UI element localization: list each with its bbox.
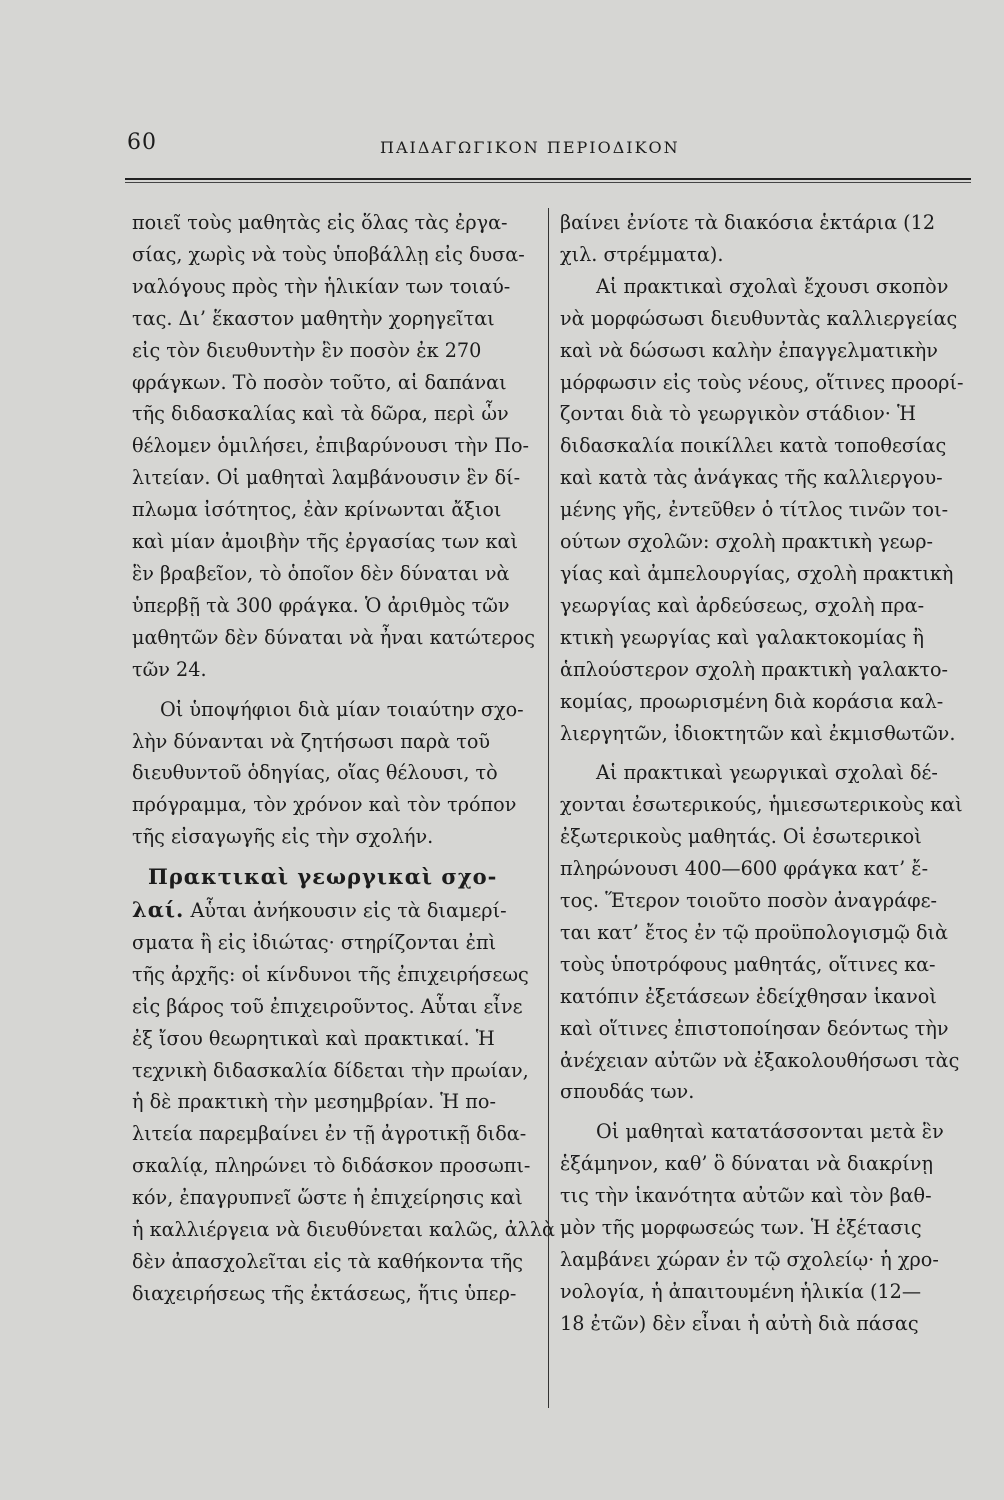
text-line: διδασκαλία ποικίλλει κατὰ τοποθεσίας (560, 434, 947, 458)
paragraph (560, 271, 964, 750)
text-line: λιτεία παρεμβαίνει ἐν τῇ ἀγροτικῇ διδα- (132, 1122, 527, 1146)
text-span: Αὗται ἀνήκουσιν εἰς τὰ διαμερί- (184, 899, 507, 923)
text-line: φράγκων. Τὸ ποσὸν τοῦτο, αἱ δαπάναι (132, 370, 507, 394)
text-line: ἡ δὲ πρακτικὴ τὴν μεσημβρίαν. Ἡ πο- (132, 1090, 496, 1114)
text-line: καὶ κατὰ τὰς ἀνάγκας τῆς καλλιεργου- (560, 466, 943, 490)
section-heading: Πρακτικαὶ γεωργικαὶ σχο- (148, 864, 498, 890)
text-line: βαίνει ἐνίοτε τὰ διακόσια ἑκτάρια (12 (560, 211, 936, 234)
text-line: σματα ἢ εἰς ἰδιώτας· στηρίζονται ἐπὶ (132, 930, 497, 954)
text-line: γίας καὶ ἀμπελουργίας, σχολὴ πρακτικὴ (560, 561, 954, 585)
text-line: χιλ. στρέμματα). (560, 242, 724, 266)
text-line: διευθυντοῦ ὁδηγίας, οἵας θέλουσι, τὸ (132, 761, 498, 785)
text-line: Αἱ πρακτικαὶ σχολαὶ ἔχουσι σκοπὸν (596, 274, 949, 298)
text-line: διαχειρήσεως τῆς ἐκτάσεως, ἥτις ὑπερ- (132, 1281, 517, 1305)
text-line: Αἱ πρακτικαὶ γεωργικαὶ σχολαὶ δέ- (596, 761, 938, 785)
text-line: τῆς ἀρχῆς: οἱ κίνδυνοι τῆς ἐπιχειρήσεως (132, 962, 529, 986)
paragraph (560, 207, 958, 271)
text-line: χονται ἐσωτερικούς, ἡμιεσωτερικοὺς καὶ (560, 793, 963, 817)
text-line: τῶν 24. (132, 657, 207, 681)
text-line: μόρφωσιν εἰς τοὺς νέους, οἵτινες προορί- (560, 370, 964, 394)
text-line: λιτείαν. Οἱ μαθηταὶ λαμβάνουσιν ἓν δί- (132, 466, 521, 490)
page-number: 60 (127, 130, 157, 155)
text-line: τος. Ἕτερον τοιοῦτο ποσὸν ἀναγράφε- (560, 889, 938, 913)
text-line: μένης γῆς, ἐντεῦθεν ὁ τίτλος τινῶν τοι- (560, 498, 949, 522)
text-line: Οἱ μαθηταὶ κατατάσσονται μετὰ ἓν (596, 1120, 944, 1144)
text-line: ἐξ ἴσου θεωρητικαὶ καὶ πρακτικαί. Ἡ (132, 1026, 495, 1050)
text-line: λὴν δύνανται νὰ ζητήσωσι παρὰ τοῦ (132, 729, 491, 753)
running-title: ΠΑΙΔΑΓΩΓΙΚΟΝ ΠΕΡΙΟΔΙΚΟΝ (380, 138, 680, 157)
text-line: μαθητῶν δὲν δύναται νὰ ἦναι κατώτερος (132, 625, 535, 649)
section-heading-end: λαί. (132, 897, 185, 923)
text-line: λαμβάνει χώραν ἐν τῷ σχολείῳ· ἡ χρο- (560, 1248, 939, 1271)
text-line: ἐξωτερικοὺς μαθητάς. Οἱ ἐσωτερικοὶ (560, 825, 922, 849)
right-column (560, 207, 964, 1340)
text-line: τοὺς ὑποτρόφους μαθητάς, οἵτινες κα- (560, 952, 936, 976)
heading-line (132, 861, 536, 894)
text-line: δὲν ἀπασχολεῖται εἰς τὰ καθήκοντα τῆς (132, 1250, 523, 1273)
text-line: τεχνικὴ διδασκαλία δίδεται τὴν πρωίαν, (132, 1058, 529, 1082)
text-line: σκαλίᾳ, πληρώνει τὸ διδάσκον προσωπι- (132, 1154, 531, 1178)
text-line: ἓν βραβεῖον, τὸ ὁποῖον δὲν δύναται νὰ (132, 561, 510, 585)
paragraph (132, 207, 536, 686)
text-line: σπουδάς των. (560, 1080, 695, 1104)
text-line: μὸν τῆς μορφωσεώς των. Ἡ ἐξέτασις (560, 1216, 922, 1240)
text-line: τῆς διδασκαλίας καὶ τὰ δῶρα, περὶ ὧν (132, 402, 509, 426)
text-line: κτικὴ γεωργίας καὶ γαλακτοκομίας ἢ (560, 625, 924, 649)
text-line: ἡ καλλιέργεια νὰ διευθύνεται καλῶς, ἀλλὰ (132, 1218, 555, 1242)
text-line: θέλομεν ὁμιλήσει, ἐπιβαρύνουσι τὴν Πο- (132, 434, 530, 458)
text-line: πληρώνουσι 400—600 φράγκα κατ’ ἔ- (560, 857, 929, 881)
text-line: πλωμα ἰσότητος, ἐὰν κρίνωνται ἄξιοι (132, 498, 502, 522)
text-line: ποιεῖ τοὺς μαθητὰς εἰς ὅλας τὰς ἐργα- (132, 211, 508, 234)
text-line: καὶ νὰ δώσωσι καλὴν ἐπαγγελματικὴν (560, 338, 938, 362)
paragraph (560, 1116, 958, 1339)
text-line: κατόπιν ἐξετάσεων ἐδείχθησαν ἱκανοὶ (560, 984, 937, 1008)
text-line: ται κατ’ ἔτος ἐν τῷ προϋπολογισμῷ διὰ (560, 920, 949, 944)
paragraph (560, 757, 963, 1108)
text-line: νὰ μορφώσωσι διευθυντὰς καλλιεργείας (560, 306, 958, 330)
text-line: κομίας, προωρισμένη διὰ κοράσια καλ- (560, 689, 944, 713)
text-line: καὶ μίαν ἀμοιβὴν τῆς ἐργασίας των καὶ (132, 530, 519, 554)
left-column (132, 207, 555, 1310)
paragraph (132, 861, 555, 1310)
text-line: γεωργίας καὶ ἀρδεύσεως, σχολὴ πρα- (560, 593, 925, 617)
text-line: Οἱ ὑποψήφιοι διὰ μίαν τοιαύτην σχο- (160, 697, 524, 721)
text-line: τις τὴν ἱκανότητα αὐτῶν καὶ τὸν βαθ- (560, 1184, 932, 1208)
text-line: εἰς τὸν διευθυντὴν ἓν ποσὸν ἐκ 270 (132, 338, 482, 362)
text-line: ἑξάμηνον, καθ’ ὃ δύναται νὰ διακρίνῃ (560, 1152, 933, 1176)
header-rule (125, 178, 971, 183)
text-line: τῆς εἰσαγωγῆς εἰς τὴν σχολήν. (132, 825, 434, 849)
text-line (132, 894, 536, 927)
text-line: ἀνέχειαν αὐτῶν νὰ ἐξακολουθήσωσι τὰς (560, 1048, 960, 1072)
text-line: καὶ οἵτινες ἐπιστοποίησαν δεόντως τὴν (560, 1016, 949, 1040)
text-line: ναλόγους πρὸς τὴν ἡλικίαν των τοιαύ- (132, 274, 511, 298)
text-line: ὑπερβῇ τὰ 300 φράγκα. Ὁ ἀριθμὸς τῶν (132, 593, 510, 617)
text-line: ζονται διὰ τὸ γεωργικὸν στάδιον· Ἡ (560, 402, 917, 426)
page-header (0, 130, 1004, 170)
text-line: 18 ἐτῶν) δὲν εἶναι ἡ αὐτὴ διὰ πάσας (560, 1311, 919, 1335)
text-line: εἰς βάρος τοῦ ἐπιχειροῦντος. Αὗται εἶνε (132, 994, 523, 1018)
paragraph (132, 694, 536, 854)
text-line: κόν, ἐπαγρυπνεῖ ὥστε ἡ ἐπιχείρησις καὶ (132, 1186, 523, 1210)
text-line: ούτων σχολῶν: σχολὴ πρακτικὴ γεωρ- (560, 530, 933, 554)
text-line: ἁπλούστερον σχολὴ πρακτικὴ γαλακτο- (560, 657, 948, 681)
text-line: λιεργητῶν, ἰδιοκτητῶν καὶ ἐκμισθωτῶν. (560, 721, 956, 745)
text-line: σίας, χωρὶς νὰ τοὺς ὑποβάλλῃ εἰς δυσα- (132, 242, 525, 266)
text-line: νολογία, ἡ ἀπαιτουμένη ἡλικία (12— (560, 1279, 922, 1303)
text-line: πρόγραμμα, τὸν χρόνον καὶ τὸν τρόπον (132, 793, 517, 817)
text-line: τας. Δι’ ἕκαστον μαθητὴν χορηγεῖται (132, 306, 495, 330)
